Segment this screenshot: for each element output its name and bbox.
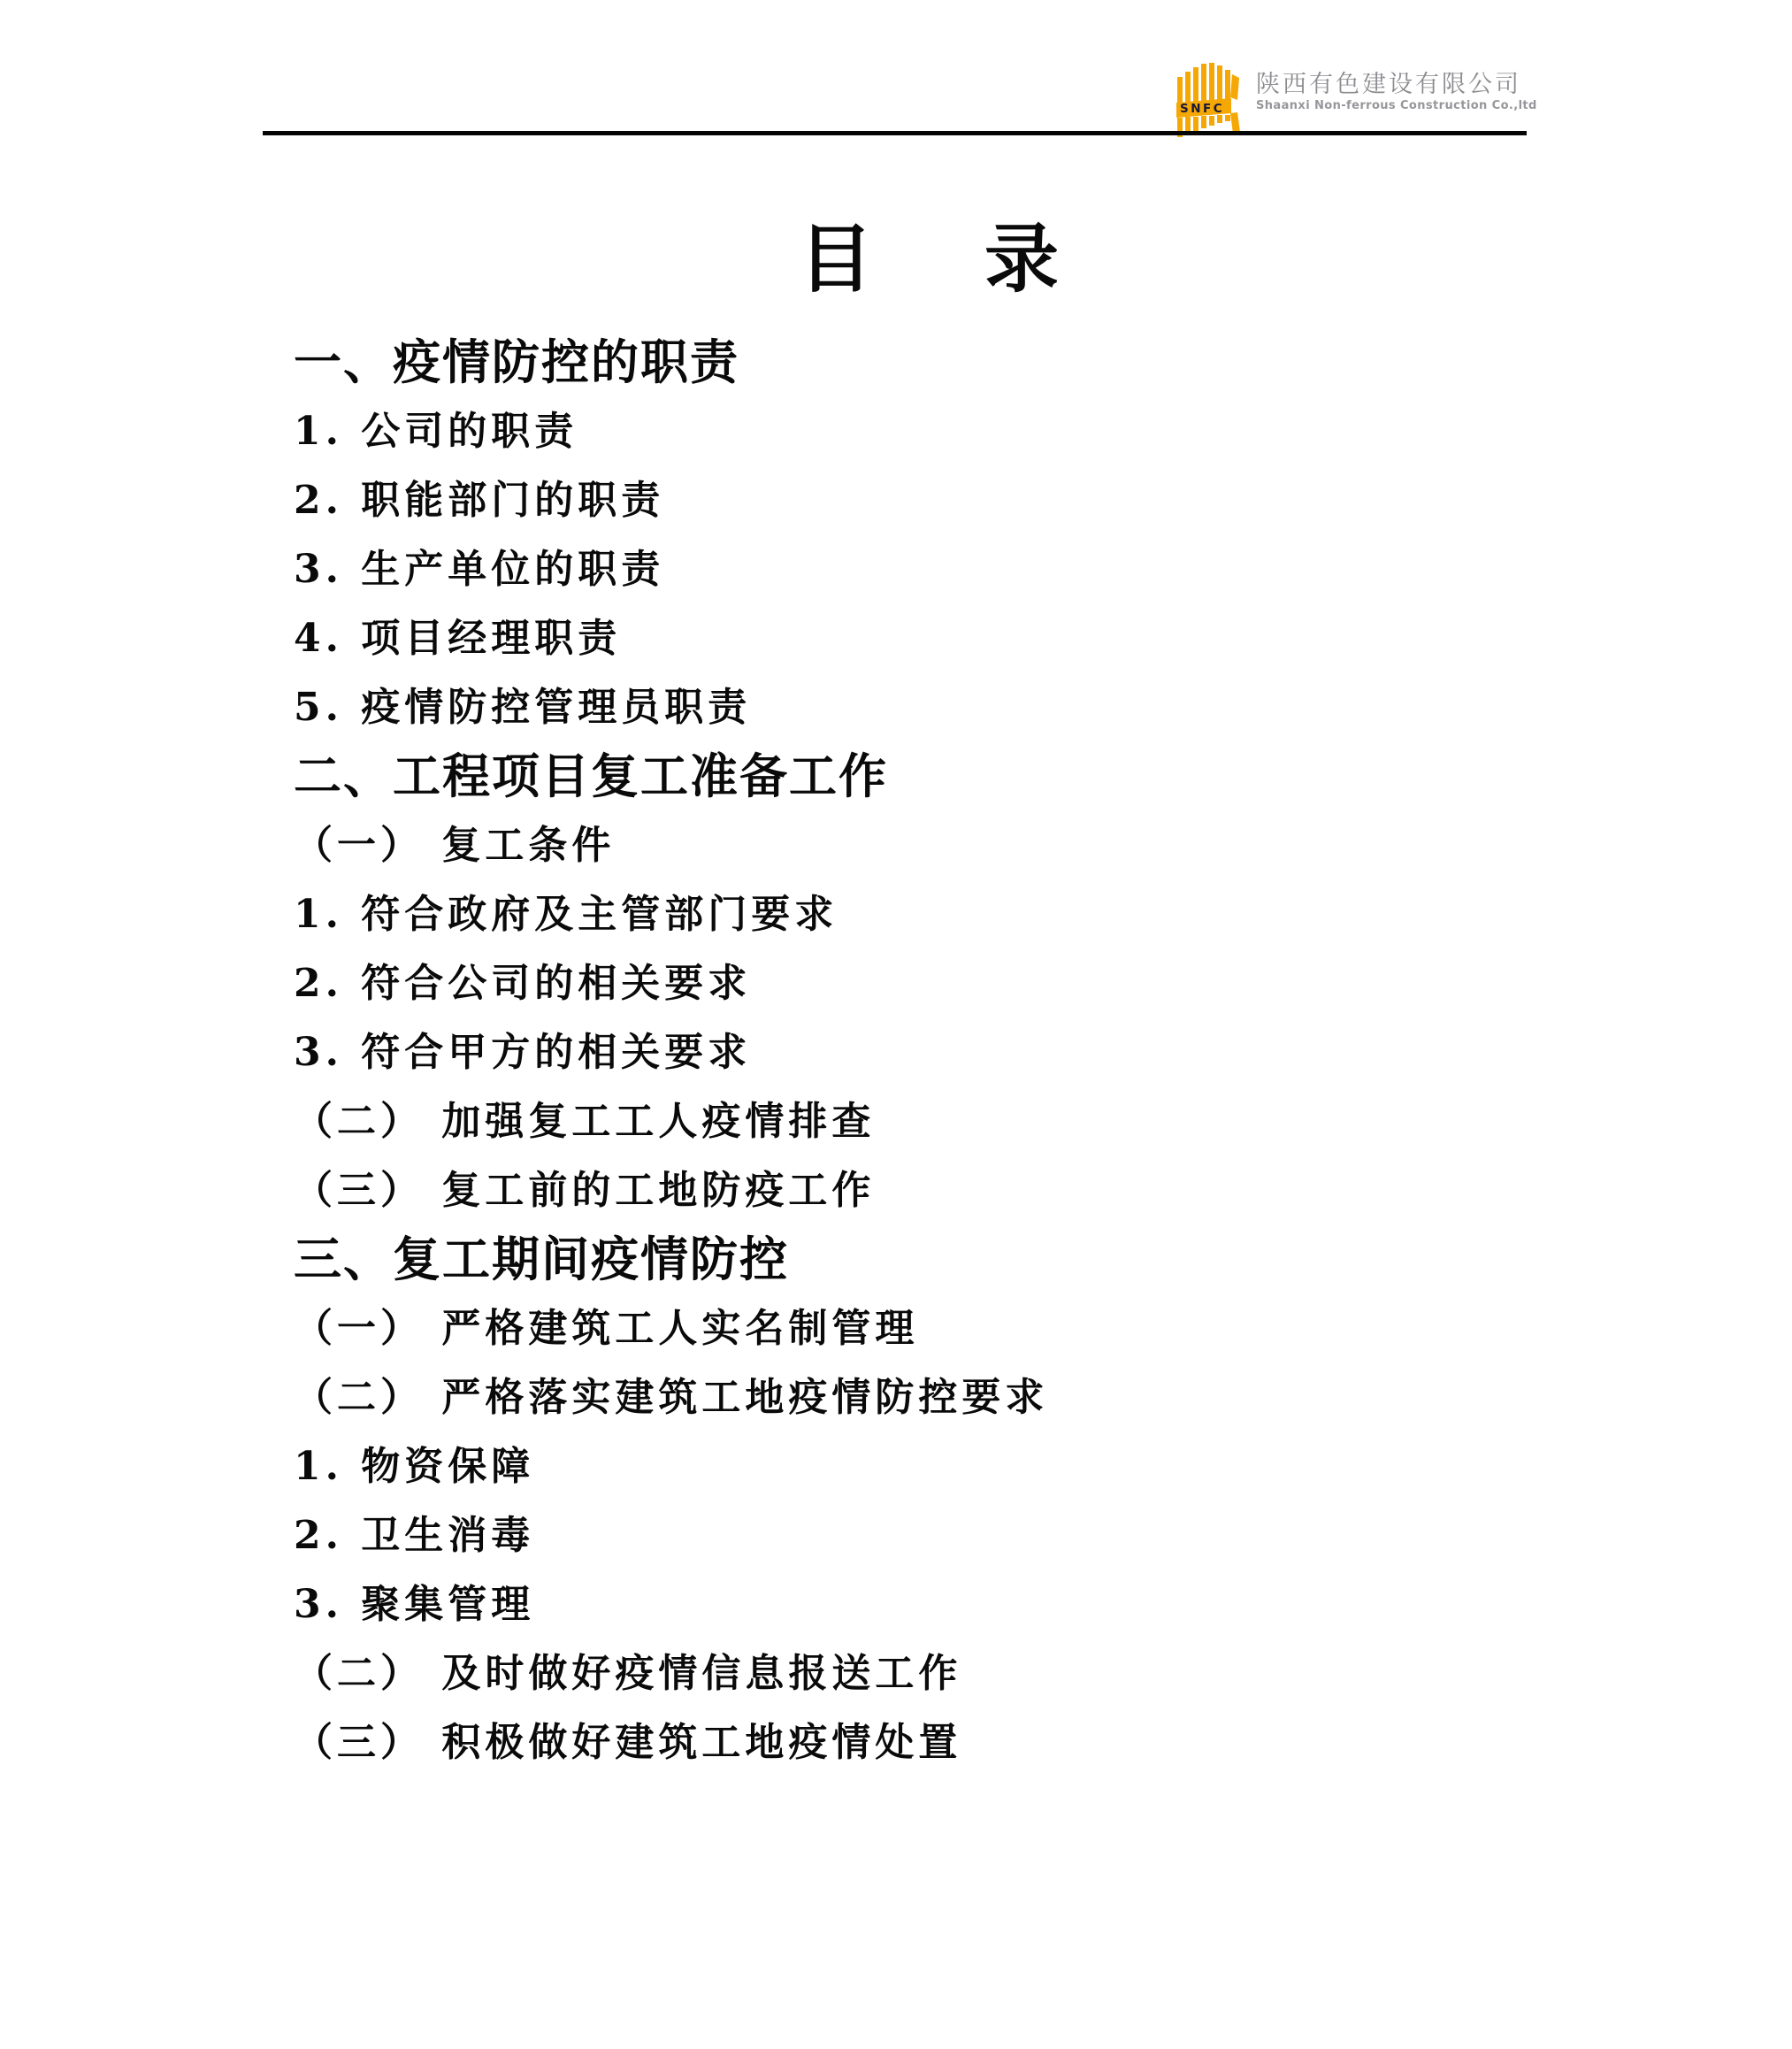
toc-entry: 3. 生产单位的职责 [294, 547, 665, 592]
toc-list [294, 324, 1532, 1773]
toc-entry: 2. 职能部门的职责 [294, 478, 665, 523]
toc-entry: 3. 符合甲方的相关要求 [294, 1030, 752, 1075]
toc-entry: （二） 严格落实建筑工地疫情防控要求 [294, 1375, 1049, 1420]
toc-entry: 3. 聚集管理 [294, 1582, 535, 1627]
toc-entry: 1. 符合政府及主管部门要求 [294, 892, 839, 937]
logo-abbr-text: SNFC [1180, 102, 1225, 116]
toc-entry: （二） 及时做好疫情信息报送工作 [294, 1651, 962, 1696]
toc-entry: （一） 严格建筑工人实名制管理 [294, 1306, 919, 1351]
toc-entry: （三） 积极做好建筑工地疫情处置 [294, 1720, 962, 1765]
toc-entry: 4. 项目经理职责 [294, 616, 622, 661]
page-title: 目 录 [798, 215, 1077, 303]
company-name-zh: 陕西有色建设有限公司 [1256, 71, 1521, 98]
toc-entry: 1. 物资保障 [294, 1444, 535, 1489]
toc-entry: 5. 疫情防控管理员职责 [294, 685, 752, 730]
toc-entry: （二） 加强复工工人疫情排查 [294, 1099, 876, 1144]
toc-section-heading: 二、工程项目复工准备工作 [294, 747, 888, 804]
toc-entry: 1. 公司的职责 [294, 409, 578, 454]
toc-section-heading: 一、疫情防控的职责 [294, 333, 739, 390]
company-name-en: Shaanxi Non-ferrous Construction Co.,ltd [1256, 99, 1537, 112]
toc-entry: （三） 复工前的工地防疫工作 [294, 1168, 876, 1213]
toc-entry: 2. 符合公司的相关要求 [294, 961, 752, 1006]
toc-entry: （一） 复工条件 [294, 823, 616, 868]
toc-section-heading: 三、复工期间疫情防控 [294, 1230, 789, 1287]
toc-entry: 2. 卫生消毒 [294, 1513, 535, 1558]
company-logo-icon [1176, 62, 1245, 140]
company-logo [1176, 62, 1537, 140]
header-divider [263, 131, 1527, 135]
company-name-block [1256, 62, 1537, 113]
